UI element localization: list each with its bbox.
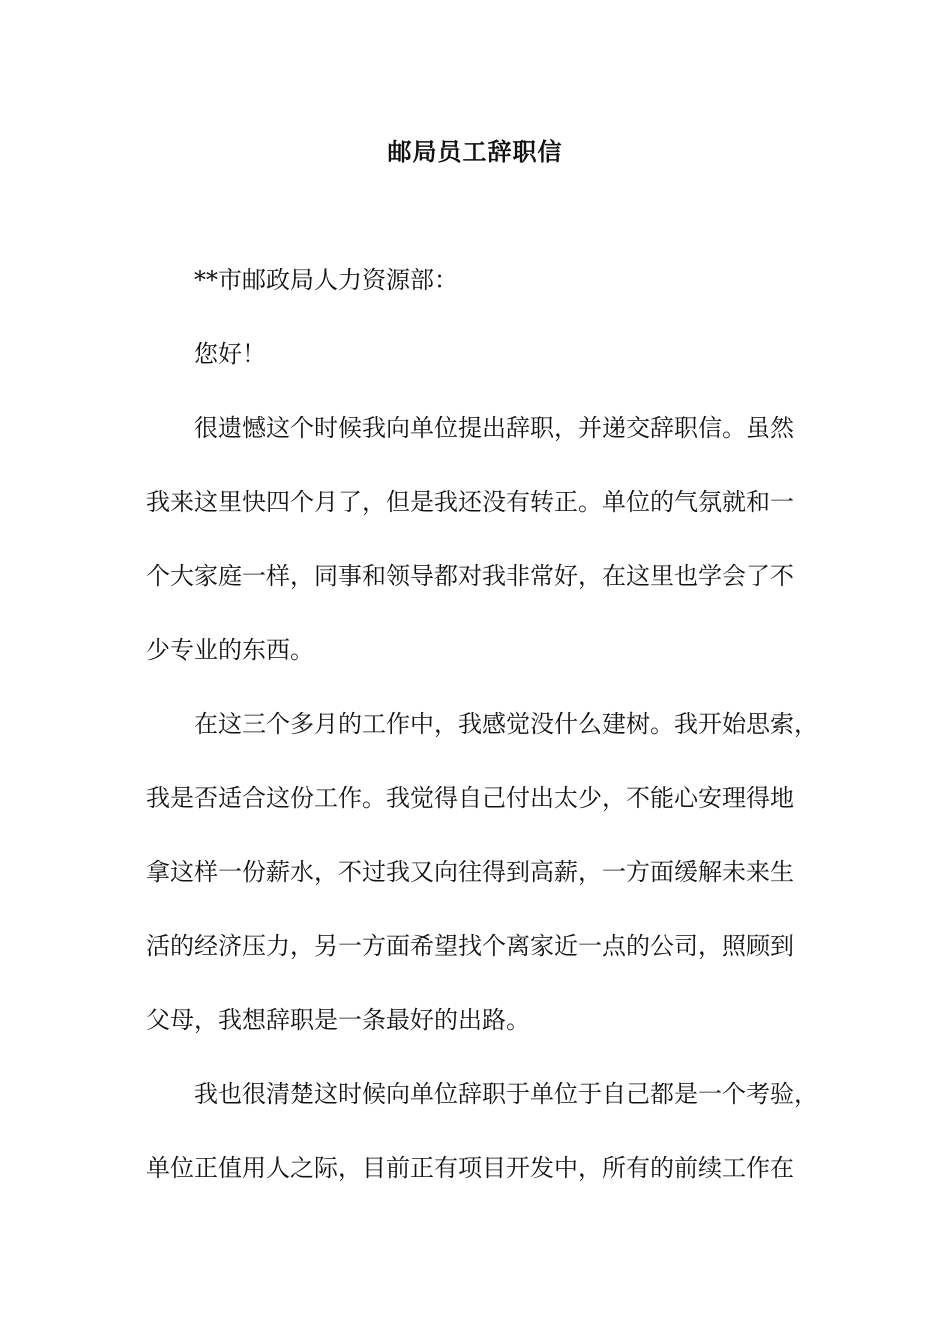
paragraph-2-line-5: 父母，我想辞职是一条最好的出路。 [146,1006,530,1034]
paragraph-2-line-4: 活的经济压力，另一方面希望找个离家近一点的公司，照顾到 [146,932,794,960]
paragraph-1-line-1: 很遗憾这个时候我向单位提出辞职，并递交辞职信。虽然 [194,414,794,442]
paragraph-2-line-3: 拿这样一份薪水，不过我又向往得到高薪，一方面缓解未来生 [146,858,794,886]
greeting: 您好！ [194,340,266,368]
document-title: 邮局员工辞职信 [387,137,563,166]
paragraph-2-line-2: 我是否适合这份工作。我觉得自己付出太少，不能心安理得地 [146,784,794,812]
paragraph-1-line-4: 少专业的东西。 [146,636,314,664]
paragraph-3-line-2: 单位正值用人之际，目前正有项目开发中，所有的前续工作在 [146,1154,794,1182]
paragraph-1-line-2: 我来这里快四个月了，但是我还没有转正。单位的气氛就和一 [146,488,794,516]
paragraph-1-line-3: 个大家庭一样，同事和领导都对我非常好，在这里也学会了不 [146,562,794,590]
paragraph-3-line-1: 我也很清楚这时候向单位辞职于单位于自己都是一个考验， [194,1080,818,1108]
paragraph-2-line-1: 在这三个多月的工作中，我感觉没什么建树。我开始思索， [194,710,818,738]
salutation: **市邮政局人力资源部： [194,266,458,294]
